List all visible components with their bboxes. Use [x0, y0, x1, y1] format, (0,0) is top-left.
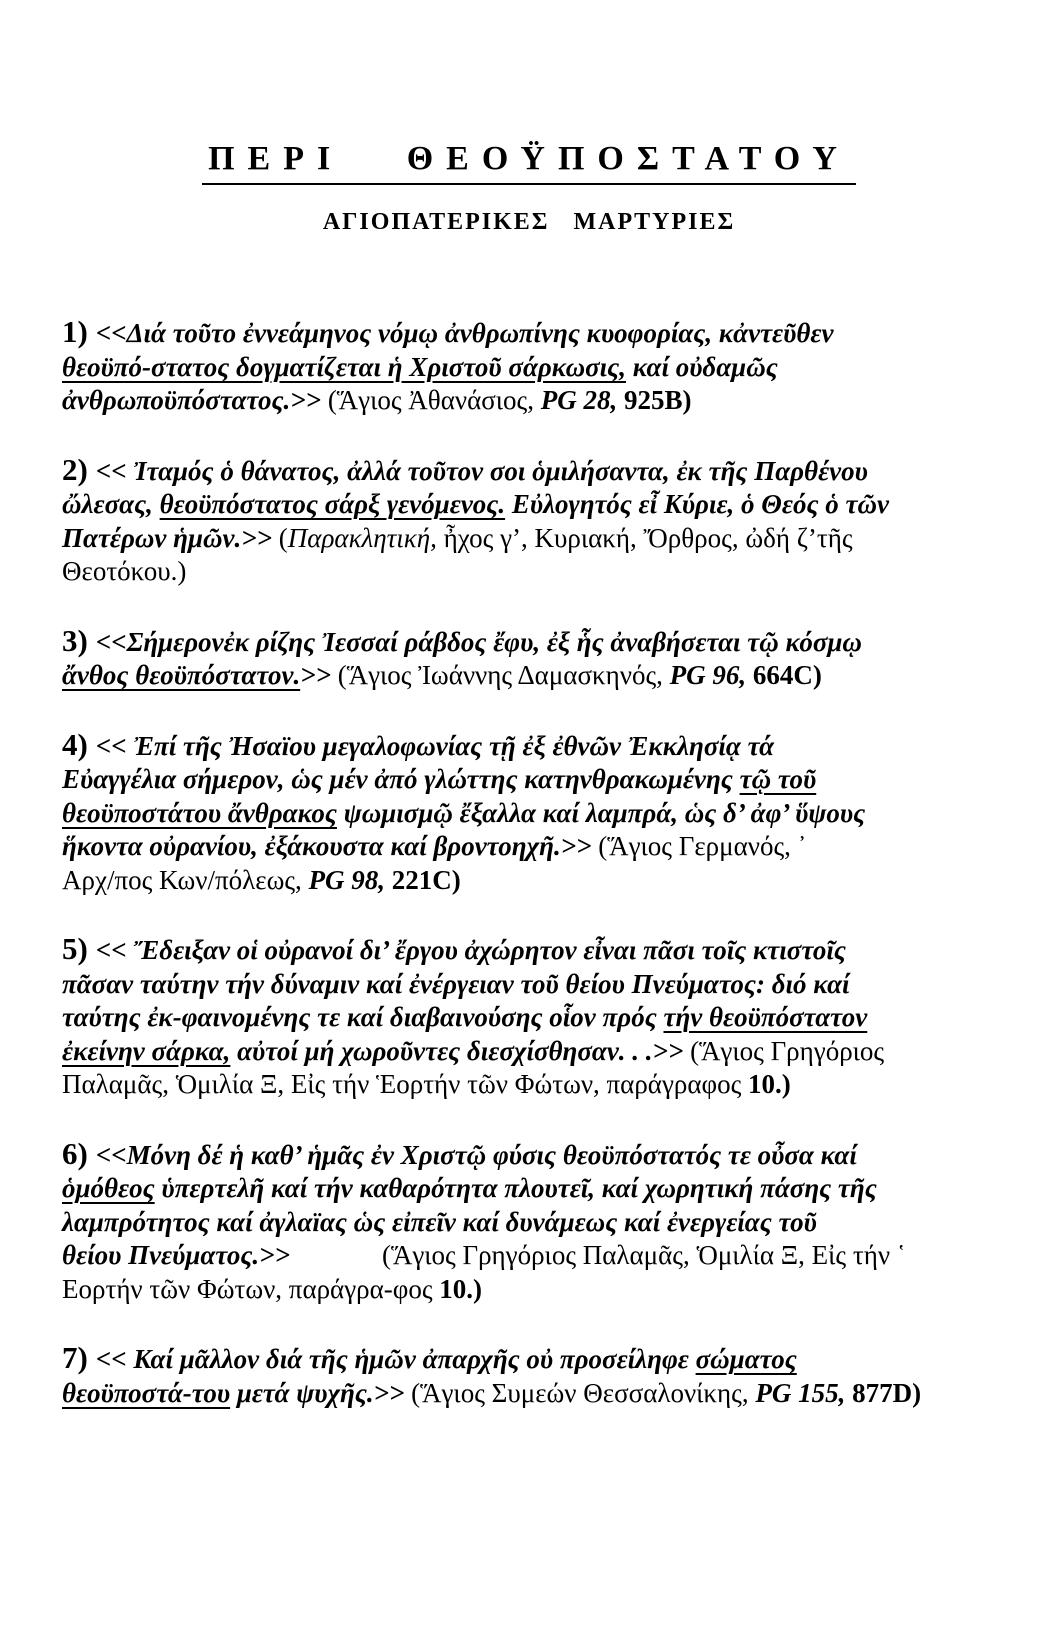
quote-segment: << Ἰταμός ὁ θάνατος, ἀλλά τοῦτον σοι ὁμιλήσαντα, ἐκ τῆς Παρθένου [95, 455, 868, 486]
item-number: 2) [62, 451, 88, 487]
text-line [62, 1377, 996, 1411]
text-line [62, 659, 996, 693]
page-subtitle: ΑΓΙΟΠΑΤΕΡΙΚΕΣ ΜΑΡΤΥΡΙΕΣ [322, 209, 736, 235]
quote-segment: ὁμόθεος [62, 1173, 155, 1203]
text-line [62, 1172, 996, 1206]
quote-segment: ἄνθος θεοϋπόστατον. [62, 660, 301, 690]
quote-segment: ὑπερτελῆ καί τήν καθαρότητα πλουτεῖ, καί χωρητική πάσης τῆς [154, 1173, 877, 1203]
testimony-item [62, 1342, 996, 1410]
testimony-item [62, 622, 996, 693]
text-line [62, 1001, 996, 1035]
quote-segment: << Ἔδειξαν οἱ οὐρανοί δι’ ἔργου ἀχώρητον εἶναι πᾶσι τοῖς κτιστοῖς [95, 935, 846, 965]
item-number: 3) [62, 622, 88, 658]
text-line [62, 1068, 996, 1102]
citation-segment: (Ἅγιος Γρηγόριος Παλαμᾶς, Ὁμιλία Ξ, Εἰς τήν ῾ [381, 1240, 906, 1270]
text-line [62, 864, 996, 898]
quote-segment: ἐκείνην σάρκα, [62, 1035, 231, 1066]
text-line [62, 968, 996, 1002]
quote-segment: αὐτοί μή χωροῦντες διεσχίσθησαν. . .>> [230, 1035, 684, 1066]
text-line [62, 726, 996, 764]
citation-segment: ἦχος γ’, Κυριακή, Ὄρθρος, ὠδή ζ’τῆς [436, 522, 853, 553]
testimony-item [62, 726, 996, 898]
quote-segment: μετά ψυχῆς.>> [230, 1377, 405, 1408]
citation-segment: 877D) [845, 1377, 922, 1408]
citation-segment: (Ἅγιος Γερμανός, ᾽ [591, 831, 807, 861]
quote-segment: ψωμισμῷ ἔξαλλα καί λαμπρά, ὡς δ’ ἀφ’ ὕψους [336, 797, 866, 828]
text-line [62, 1273, 996, 1307]
quote-segment: >> [300, 660, 331, 690]
citation-segment: Αρχ/πος Κων/πόλεως, [62, 864, 309, 895]
citation-segment: PG 96, [669, 660, 747, 690]
quote-segment: << Καί μᾶλλον διά τῆς ἡμῶν ἀπαρχῆς οὐ προσείληφε [95, 1344, 696, 1374]
quote-segment: ἥκοντα οὐρανίου, ἐξάκουστα καί βροντοηχῆ.>> [62, 831, 592, 861]
quote-segment: καί οὐδαμῶς [625, 351, 778, 382]
quote-segment: θεοϋπόστατος σάρξ γενόμενος. [159, 489, 506, 519]
citation-segment: Παρακλητική, [287, 522, 437, 553]
citation-segment: 10.) [439, 1273, 483, 1304]
testimony-item [62, 1135, 996, 1307]
citation-segment: PG 28, [540, 385, 618, 415]
testimony-item [62, 933, 996, 1102]
text-line [62, 1239, 996, 1273]
testimonies-list [62, 316, 996, 1410]
citation-segment: Παλαμᾶς, Ὁμιλία Ξ, Εἰς τήν Ἑορτήν τῶν Φώτων, παράγραφος [62, 1069, 749, 1099]
citation-segment: 10.) [748, 1069, 791, 1099]
text-line [62, 384, 996, 418]
citation-segment: (Ἅγιος Συμεών Θεσσαλονίκης, [404, 1377, 756, 1408]
quote-segment: σώματος [695, 1344, 797, 1374]
text-line [62, 488, 996, 522]
item-number: 7) [62, 1340, 88, 1375]
quote-segment: <<Διά τοῦτο ἐννεάμηνος νόμῳ ἀνθρωπίνης κυοφορίας, κἀντεῦθεν [95, 318, 834, 348]
citation-segment: PG 155, [755, 1377, 846, 1408]
text-line [62, 1206, 996, 1240]
text-line [62, 1035, 996, 1069]
item-number: 4) [62, 726, 88, 762]
quote-segment: θεοϋποστά-του [62, 1377, 231, 1408]
citation-segment: 221C) [385, 864, 461, 895]
citation-segment: (Ἅγιος Ἀθανάσιος, [321, 385, 541, 415]
quote-segment: Εὐλογητός εἶ Κύριε, ὁ Θεός ὁ τῶν [505, 489, 889, 519]
quote-segment: ταύτης ἐκ-φαινομένης τε καί διαβαινούσης οἷον πρός [62, 1002, 664, 1032]
citation-segment: 664C) [746, 660, 822, 690]
quote-segment: τήν θεοϋπόστατον [663, 1002, 868, 1032]
testimony-item [62, 316, 996, 418]
text-line [62, 522, 996, 556]
citation-segment: (Ἅγιος Γρηγόριος [683, 1035, 885, 1066]
quote-segment: τῷ τοῦ [739, 764, 817, 794]
page-title: ΠΕΡΙ ΘΕΟΫΠΟΣΤΑΤΟΥ [202, 140, 856, 185]
testimony-item [62, 451, 996, 589]
citation-segment: ( [272, 522, 288, 553]
text-line [62, 451, 996, 489]
text-line [62, 555, 996, 589]
text-line [62, 933, 996, 968]
text-line [62, 763, 996, 797]
citation-segment: PG 98, [308, 864, 386, 895]
item-number: 1) [62, 314, 88, 349]
text-line [62, 1135, 996, 1173]
quote-segment: Πατέρων ἡμῶν.>> [62, 522, 273, 553]
item-number: 5) [62, 931, 88, 966]
citation-segment: Θεοτόκου.) [62, 556, 187, 586]
citation-segment: 925B) [617, 385, 692, 415]
quote-segment: ὤλεσας, [62, 489, 160, 519]
quote-segment: πᾶσαν ταύτην τήν δύναμιν καί ἐνέργειαν τοῦ θείου Πνεύματος: διό καί [62, 968, 850, 999]
quote-segment: <<Μόνη δέ ἡ καθ’ ἡμᾶς ἐν Χριστῷ φύσις θεοϋπόστατός τε οὖσα καί [95, 1139, 857, 1170]
quote-segment: θεοϋπό-στατος δογματίζεται ἡ Χριστοῦ σάρκωσις, [62, 351, 626, 382]
title-block [62, 140, 996, 185]
text-line [62, 1342, 996, 1377]
text-line [62, 351, 996, 385]
item-number: 6) [62, 1135, 88, 1171]
text-line [62, 830, 996, 864]
text-line [62, 316, 996, 351]
quote-segment: Εὐαγγέλια σήμερον, ὡς μέν ἀπό γλώττης κατηνθρακωμένης [62, 764, 740, 794]
quote-segment: θείου Πνεύματος.>> [62, 1240, 290, 1270]
citation-segment: (Ἅγιος Ἰωάννης Δαμασκηνός, [330, 660, 670, 690]
citation-segment: Εορτήν τῶν Φώτων, παράγρα-φος [62, 1273, 440, 1304]
text-line [62, 797, 996, 831]
quote-segment: ἀνθρωποϋπόστατος.>> [62, 385, 322, 415]
text-line [62, 622, 996, 660]
quote-segment: <<Σήμερονἐκ ρίζης Ἰεσσαί ράβδος ἔφυ, ἐξ ἧς ἀναβήσεται τῷ κόσμῳ [95, 626, 862, 657]
quote-segment: << Ἐπί τῆς Ἠσαϊου μεγαλοφωνίας τῇ ἐξ ἐθνῶν Ἐκκλησίᾳ τά [95, 730, 775, 761]
quote-segment: λαμπρότητος καί ἀγλαϊας ὡς εἰπεῖν καί δυνάμεως καί ἐνεργείας τοῦ [62, 1206, 817, 1237]
quote-segment: θεοϋποστάτου ἄνθρακος [62, 797, 337, 828]
document-page [0, 140, 1060, 1640]
